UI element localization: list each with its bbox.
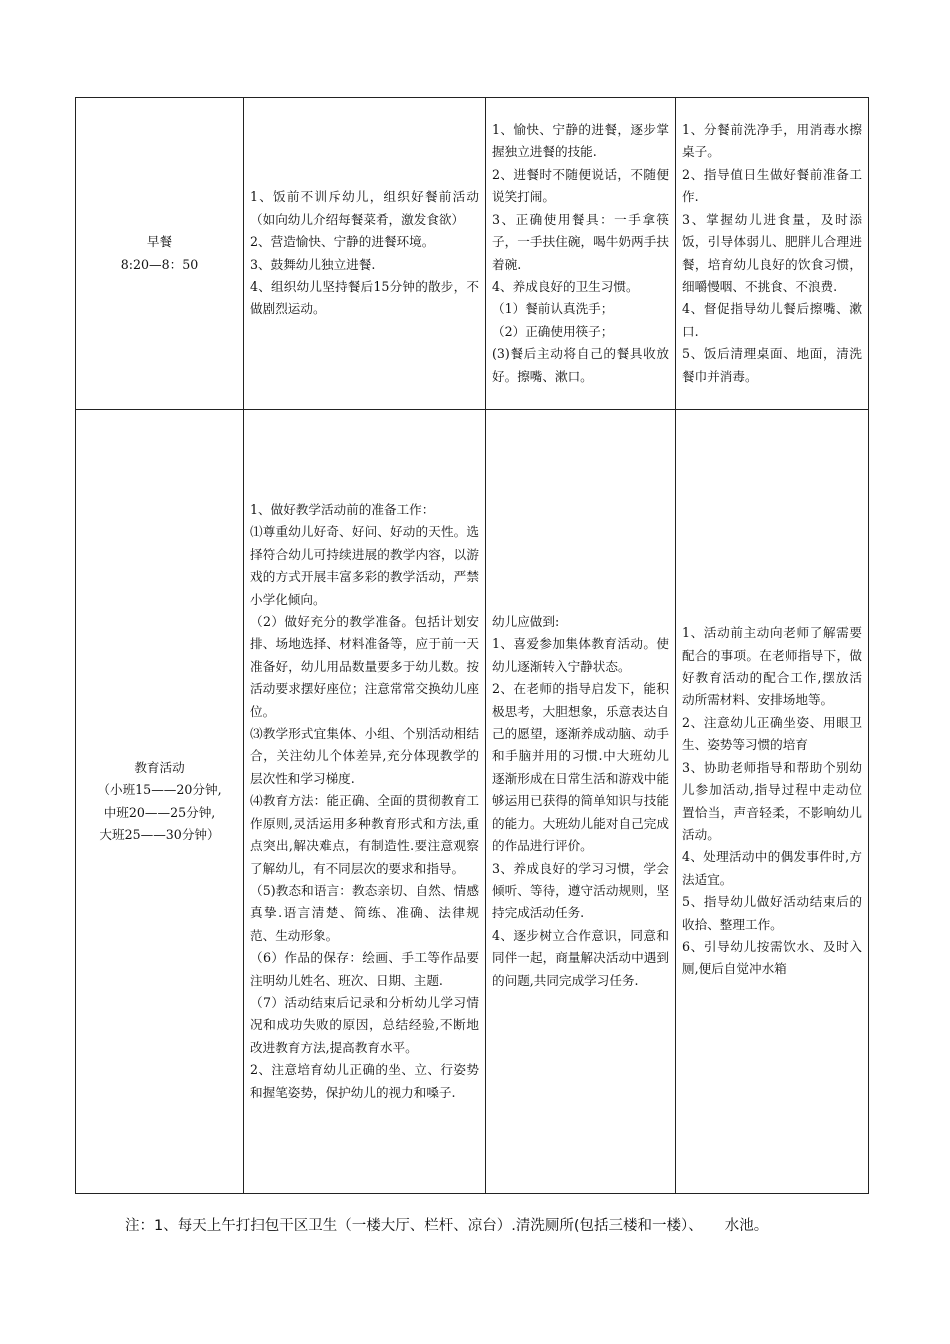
child-item: （1）餐前认真洗手； xyxy=(492,301,614,317)
time-range: 8:20—8：50 xyxy=(120,256,199,272)
teacher-item: 1、做好教学活动前的准备工作： xyxy=(250,502,435,518)
table-row-breakfast xyxy=(76,98,869,410)
time-range: 中班20——25分钟, xyxy=(103,804,216,820)
staff-item: 5、饭后清理桌面、地面，清洗餐巾并消毒。 xyxy=(682,346,862,384)
staff-item: 4、处理活动中的偶发事件时,方法适宜。 xyxy=(682,849,862,887)
footnote xyxy=(125,1215,768,1237)
teacher-item: 4、组织幼儿坚持餐后15分钟的散步，不做剧烈运动。 xyxy=(250,278,479,317)
time-name: 早餐 xyxy=(146,234,173,250)
staff-duties-cell xyxy=(676,98,869,410)
child-item: 1、愉快、宁静的进餐，逐步掌握独立进餐的技能. xyxy=(492,122,669,160)
staff-item: 1、活动前主动向老师了解需要配合的事项。在老师指导下，做好教育活动的配合工作,摆放活动所需材料、安排场地等。 xyxy=(682,625,862,708)
staff-duties-cell xyxy=(676,410,869,1194)
time-range: 大班25——30分钟） xyxy=(99,826,220,842)
daily-routine-table xyxy=(75,97,869,1194)
staff-item: 2、指导值日生做好餐前准备工作. xyxy=(682,166,862,205)
child-item: (3)餐后主动将自己的餐具收放好。擦嘴、漱口。 xyxy=(492,346,669,384)
child-goals-cell xyxy=(486,98,676,410)
teacher-item: （7）活动结束后记录和分析幼儿学习情况和成功失败的原因，总结经验,不断地改进教育方法,提高教育水平。 xyxy=(250,994,479,1055)
footnote-tail: 水池。 xyxy=(724,1218,769,1234)
staff-item: 2、注意幼儿正确坐姿、用眼卫生、姿势等习惯的培育 xyxy=(682,714,862,753)
staff-item: 5、指导幼儿做好活动结束后的收拾、整理工作。 xyxy=(682,894,862,932)
child-item: 3、正确使用餐具：一手拿筷子，一手扶住碗，喝牛奶两手扶着碗. xyxy=(492,211,669,272)
teacher-item: 3、鼓舞幼儿独立进餐. xyxy=(250,256,376,272)
child-item: 4、养成良好的卫生习惯。 xyxy=(492,278,639,294)
child-goals-cell xyxy=(486,410,676,1194)
child-item: （2）正确使用筷子； xyxy=(492,323,614,339)
time-range: （小班15——20分钟, xyxy=(97,782,222,798)
teacher-item: ⑷教育方法：能正确、全面的贯彻教育工作原则,灵活运用多种教育形式和方法,重点突出,解决难点，有制造性.要注意观察了解幼儿，有不同层次的要求和指导。 xyxy=(250,793,479,876)
child-item: 3、养成良好的学习习惯，学会倾听、等待，遵守活动规则，坚持完成活动任务. xyxy=(492,860,669,921)
time-cell xyxy=(76,98,244,410)
staff-item: 3、协助老师指导和帮助个别幼儿参加活动,指导过程中走动位置恰当，声音轻柔，不影响幼儿活动。 xyxy=(682,759,862,842)
staff-item: 3、掌握幼儿进食量，及时添饭，引导体弱儿、肥胖儿合理进餐，培育幼儿良好的饮食习惯，细嚼慢咽、不挑食、不浪费. xyxy=(682,211,862,294)
teacher-duties-cell xyxy=(244,410,486,1194)
teacher-item: 2、营造愉快、宁静的进餐环境。 xyxy=(250,234,435,250)
staff-item: 6、引导幼儿按需饮水、及时入厕,便后自觉冲水箱 xyxy=(682,938,862,977)
staff-item: 1、分餐前洗净手，用消毒水擦桌子。 xyxy=(682,122,862,160)
staff-item: 4、督促指导幼儿餐后擦嘴、漱口. xyxy=(682,301,862,339)
child-item: 2、进餐时不随便说话，不随便说笑打闹。 xyxy=(492,166,669,205)
footnote-text: 每天上午打扫包干区卫生（一楼大厅、栏杆、凉台）.清洗厕所(包括三楼和一楼）、 xyxy=(177,1218,703,1234)
teacher-item: ⑴尊重幼儿好奇、好问、好动的天性。选择符合幼儿可持续进展的教学内容，以游戏的方式开展丰富多彩的教学活动，严禁小学化倾向。 xyxy=(250,524,479,607)
teacher-item: （2）做好充分的教学准备。包括计划安排、场地选择、材料准备等，应于前一天准备好，幼儿用品数量要多于幼儿数。按活动要求摆好座位；注意常常交换幼儿座位。 xyxy=(250,614,479,719)
teacher-item: （5)教态和语言：教态亲切、自然、情感真挚.语言清楚、简练、准确、法律规范、生动形象。 xyxy=(250,882,479,943)
teacher-duties-cell xyxy=(244,98,486,410)
time-cell xyxy=(76,410,244,1194)
time-name: 教育活动 xyxy=(134,759,185,775)
teacher-item: （6）作品的保存：绘画、手工等作品要注明幼儿姓名、班次、日期、主题. xyxy=(250,950,479,988)
teacher-item: ⑶教学形式宜集体、小组、个别活动相结合，关注幼儿个体差异,充分体现教学的层次性和学习梯度. xyxy=(250,726,479,786)
table-row-education xyxy=(76,410,869,1194)
teacher-item: 2、注意培育幼儿正确的坐、立、行姿势和握笔姿势，保护幼儿的视力和嗓子. xyxy=(250,1062,479,1100)
footnote-label: 注：1、 xyxy=(125,1218,178,1234)
child-item: 2、在老师的指导启发下，能积极思考，大胆想象，乐意表达自己的愿望，逐渐养成动脑、动手和手脑并用的习惯.中大班幼儿逐渐形成在日常生活和游戏中能够运用已获得的简单知识与技能的能力。大班幼儿能对自己完成的作品进行评价。 xyxy=(492,681,669,854)
teacher-item: 1、饭前不训斥幼儿，组织好餐前活动（如向幼儿介绍每餐菜肴，激发食欲） xyxy=(250,189,479,227)
child-item: 幼儿应做到: xyxy=(492,614,560,630)
child-item: 1、喜爱参加集体教育活动。使幼儿逐渐转入宁静状态。 xyxy=(492,636,669,674)
child-item: 4、逐步树立合作意识，同意和同伴一起，商量解决活动中遇到的问题,共同完成学习任务. xyxy=(492,927,669,988)
